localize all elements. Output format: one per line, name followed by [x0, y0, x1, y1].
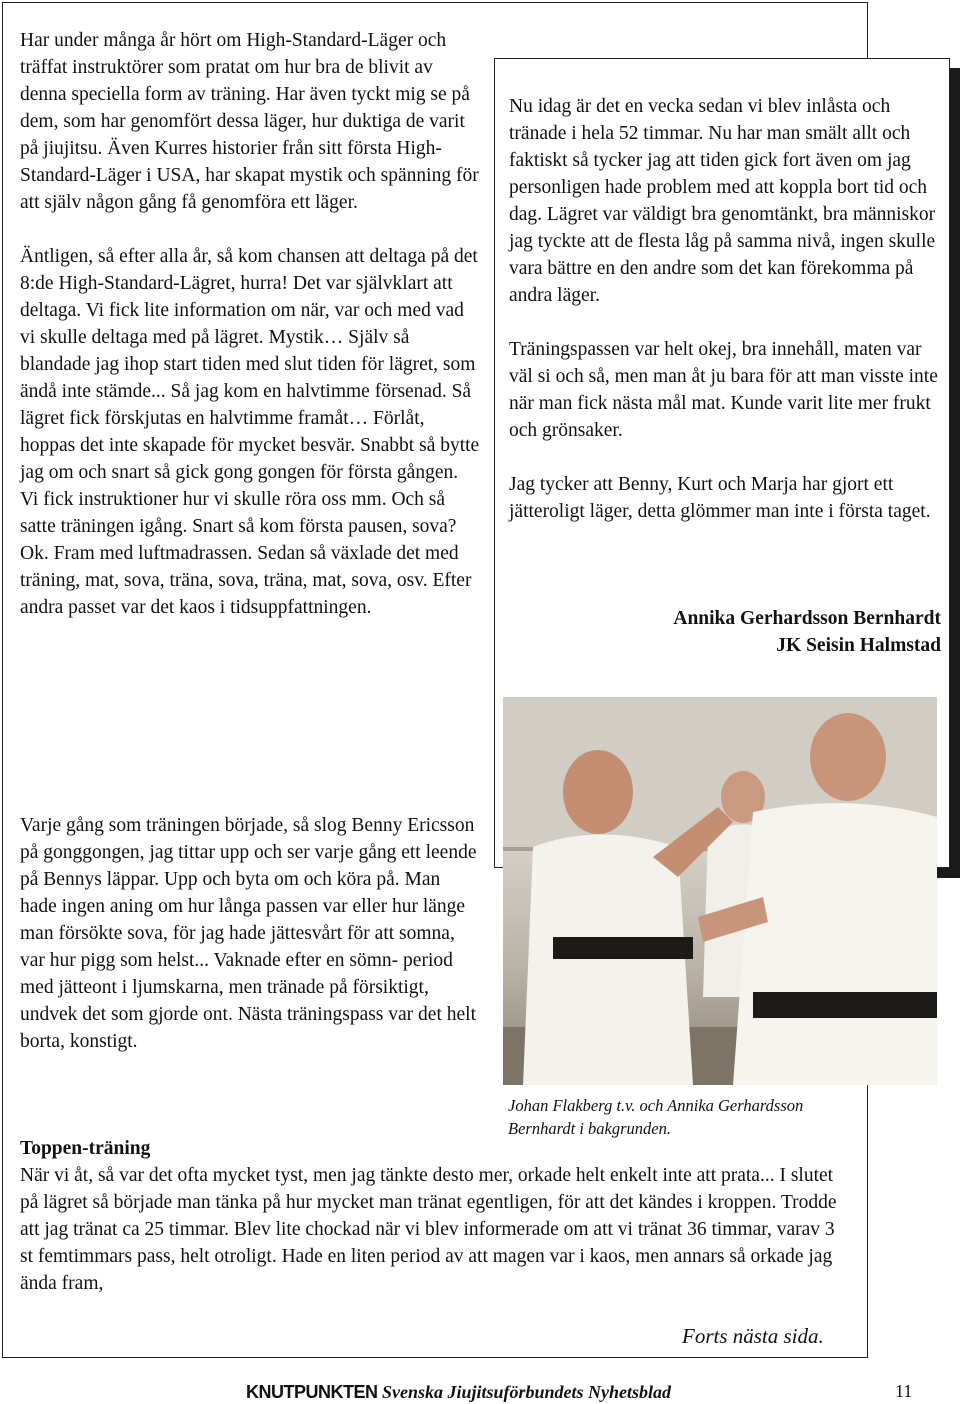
- photo-caption: [508, 1094, 868, 1140]
- gong-paragraph: Varje gång som träningen började, så slog Benny Ericsson på gonggongen, jag tittar upp och ser varje gång ett leende på Bennys läppar. Upp och byta om och köra på. Man hade ingen aning om hur långa passen var eller hur länge man försökte sova, för jag hade jättesvårt för att somna, var hur pigg som helst... Vaknade efter en sömn- period med jätteont i ljumskarna, men tränade på försiktigt, undvek det som gjorde ont. Nästa träningspass var det helt borta, konstigt.: [20, 815, 477, 1052]
- author-club: JK Seisin Halmstad: [776, 635, 941, 656]
- page-number: 11: [895, 1381, 913, 1401]
- training-photo: [503, 697, 937, 1085]
- intro-paragraph: Har under många år hört om High-Standard-Läger och träffat instruktörer som pratat om hur bra de blivit av denna speciella form av träning. Har även tyckt mig se på dem, som har genomfört dessa läger, hur duktiga de varit på jiujitsu. Även Kurres historier från sitt första High-Standard-Läger i USA, har skapat mystik och spänning för att själv någon gång få genomföra ett läger.: [20, 30, 479, 213]
- sidebar-paragraph-3: Jag tycker att Benny, Kurt och Marja har gjort ett jätteroligt läger, detta glömmer man inte i första taget.: [509, 474, 931, 522]
- newsletter-subtitle: Svenska Jiujitsuförbundets Nyhetsblad: [382, 1382, 672, 1402]
- footer: [246, 1381, 671, 1403]
- sidebar-text: [509, 93, 941, 525]
- left-column-top: [20, 27, 480, 621]
- sidebar-paragraph-1: Nu idag är det en vecka sedan vi blev inlåsta och tränade i hela 52 timmar. Nu har man smält allt och faktiskt så tycker jag att tiden gick fort även om jag personligen hade problem med att koppla bort tid och dag. Lägret var väldigt bra genomtänkt, bra människor jag tyckte att de flesta låg på samma nivå, ingen skulle vara bättre en den andre som det kan förekomma på andra läger.: [509, 96, 936, 306]
- sidebar-paragraph-2: Träningspassen var helt okej, bra innehåll, maten var väl si och så, men man åt ju bara för att man visste inte när man fick nästa mål mat. Kunde varit lite mer frukt och grönsaker.: [509, 339, 938, 441]
- caption-line-2: Bernhardt i bakgrunden.: [508, 1119, 671, 1138]
- camp-paragraph: Äntligen, så efter alla år, så kom chansen att deltaga på det 8:de High-Standard-Lägret, hurra! Det var självklart att deltaga. Vi fick lite information om när, var och med vad vi skulle deltaga med på lägret. Mystik… Själv så blandade jag ihop start tiden med slut tiden för lägret, som ändå inte stämde... Så jag kom en halvtimme försenad. Så lägret fick förskjutas en halvtimme framåt… Förlåt, hoppas det inte skapade för mycket besvär. Snabbt så bytte jag om och snart så gick gong gongen för första gången. Vi fick instruktioner hur vi skulle röra oss mm. Och så satte träningen igång. Snart så kom första pausen, sova? Ok. Fram med luftmadrassen. Sedan så växlade det med träning, mat, sova, träna, sova, träna, mat, sova, osv. Efter andra passet var det kaos i tidsuppfattningen.: [20, 246, 480, 618]
- bottom-paragraph: När vi åt, så var det ofta mycket tyst, men jag tänkte desto mer, orkade helt enkelt inte att prata... I slutet på lägret så började man tänka på hur mycket man tränat egentligen, för att det kändes i kroppen. Trodde att jag tränat ca 25 timmar. Blev lite chockad när vi blev informerade om att vi tränat 36 timmar, varav 3 st femtimmars pass, helt otroligt. Hade en liten period av att magen var i kaos, men annars så orkade jag ända fram,: [20, 1165, 837, 1294]
- sidebar-box: [494, 58, 950, 868]
- section-heading: Toppen-träning: [20, 1138, 151, 1159]
- training-photo-illustration: [503, 697, 937, 1085]
- continued-note: Forts nästa sida.: [682, 1324, 824, 1348]
- bottom-section: [20, 1135, 850, 1297]
- author-name: Annika Gerhardsson Bernhardt: [673, 608, 941, 629]
- left-column-middle: [20, 812, 480, 1055]
- caption-line-1: Johan Flakberg t.v. och Annika Gerhardsson: [508, 1096, 804, 1115]
- newsletter-brand: KNUTPUNKTEN: [246, 1382, 378, 1402]
